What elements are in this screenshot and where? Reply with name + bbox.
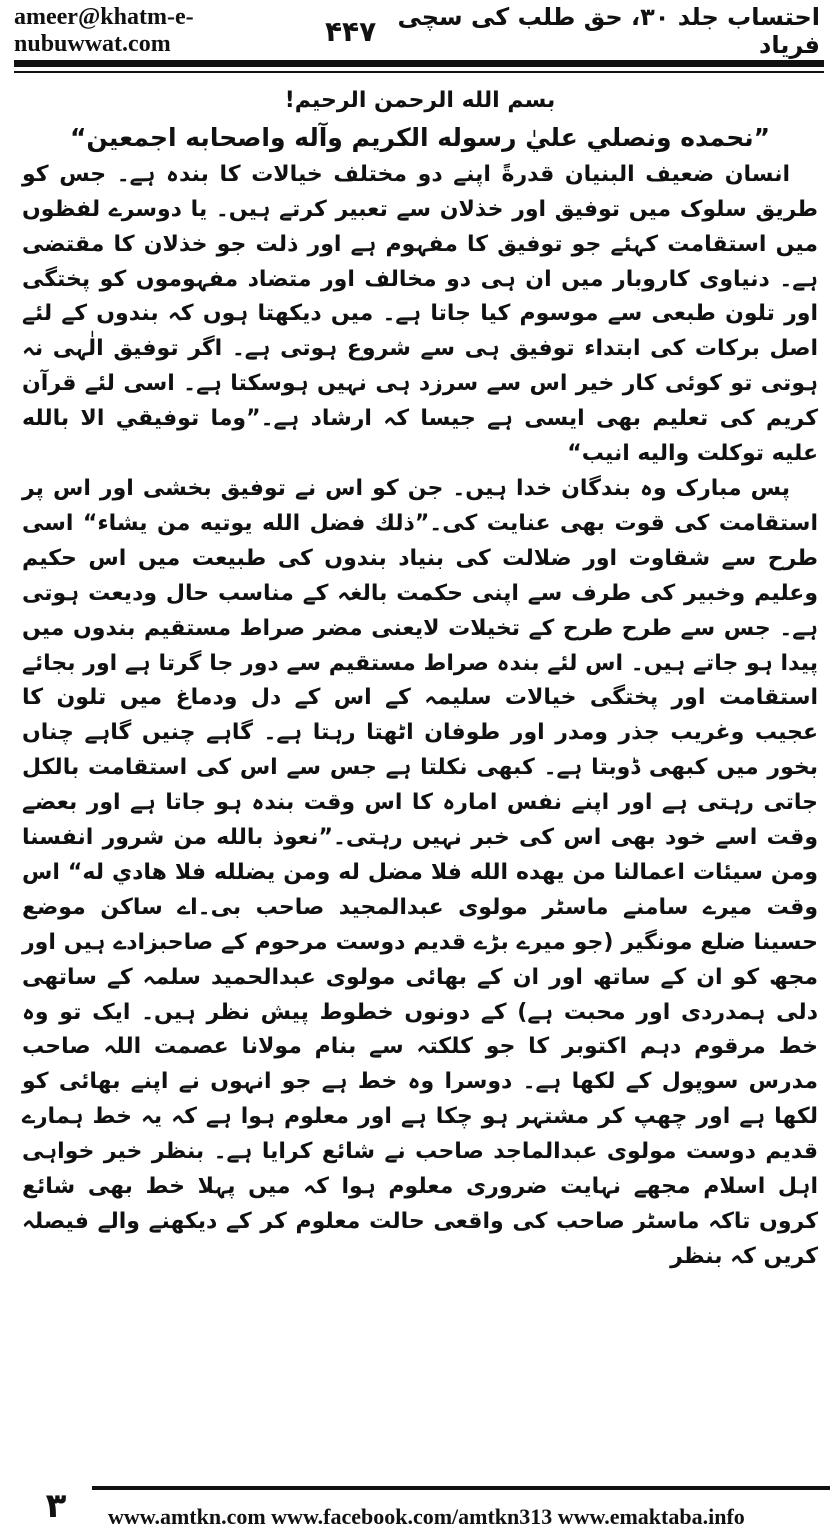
footer-page-number: ۳ <box>45 1486 67 1526</box>
paragraph-3-continuation: اس وقت میرے سامنے ماسٹر مولوی عبدالمجید صاحب بی۔اے ساکن موضع حسینا ضلع مونگیر (جو میرے بڑے قدیم دوست مرحوم کے صاحبزادے ہیں اور مجھ کو ان کے ساتھ اور ان کے بھائی مولوی عبدالحمید سلمہ کے ساتھی دلی ہمدردی اور محبت ہے) کے دونوں خطوط پیش نظر ہیں۔ ایک تو وہ خط مرقوم دہم اکتوبر کا جو کلکتہ سے بنام مولانا عصمت اللہ صاحب مدرس سوپول کے لکھا ہے۔ دوسرا وہ خط ہے جو انہوں نے اپنے بھائی کو لکھا ہے اور چھپ کر مشتہر ہو چکا ہے اور معلوم ہوا ہے کہ یہ خط ہمارے قدیم دوست مولوی عبدالماجد صاحب نے شائع کرایا ہے۔ بنظر خیر خواہی اہل اسلام مجھے نہایت ضروری معلوم ہوا کہ میں پہلا خط بھی شائع کروں تاکہ ماسٹر صاحب کی واقعی حالت معلوم کر کے دیکھنے والے فیصلہ کریں کہ بنظر <box>22 859 818 1269</box>
paragraph-2-continuation: اسی طرح سے شقاوت اور ضلالت کی بنیاد بندوں کی طبیعت میں اس حکیم وعلیم وخبیر کی طرف سے اپنی حکمت بالغہ کے مناسب حال ودیعت ہوتی ہے۔ جس سے طرح طرح کے تخیلات لایعنی مضر صراط مستقیم بندوں میں پیدا ہو جاتے ہیں۔ اس لئے بندہ صراط مستقیم سے دور جا گرتا ہے اور بجائے استقامت اور پختگی خیالات سلیمہ کے اس کے دل ودماغ میں تلون کا عجیب وغریب جذر ومدر اور طوفان اٹھتا رہتا ہے۔ گاہے چنیں گاہے چناں بخور میں کبھی ڈوبتا ہے۔ کبھی نکلتا ہے جس سے اس کی استقامت بالکل جاتی رہتی ہے اور اپنے نفس امارہ کا اس وقت بندہ ہو جاتا ہے اور بعضے وقت اسے خود بھی اس کی خبر نہیں رہتی۔ <box>22 510 818 851</box>
header-rule-thick <box>14 60 824 67</box>
header-email[interactable]: ameer@khatm-e-nubuwwat.com <box>14 4 194 57</box>
header-rule-thin <box>14 71 824 73</box>
footer-urls[interactable]: www.amtkn.com www.facebook.com/amtkn313 www.emaktaba.info <box>108 1504 745 1529</box>
paragraph-2-text: پس مبارک وہ بندگان خدا ہیں۔ جن کو اس نے توفیق بخشی اور اس پر استقامت کی قوت بھی عنایت کی۔ <box>22 475 818 536</box>
page-footer <box>0 1480 840 1540</box>
page-header <box>14 3 820 59</box>
paragraph-2-quote: ”ذلك فضل الله يوتيه من يشاء“ <box>82 510 430 536</box>
arabic-heading: ”نحمده ونصلي عليٰ رسوله الكريم وآله واصحابه اجمعين“ <box>69 122 771 152</box>
paragraph-1-quote: ”وما توفيقي الا بالله عليه توكلت واليه انيب“ <box>22 406 818 467</box>
paragraph-1-text: انسان ضعیف البنیان قدرةً اپنے دو مختلف خیالات کا بندہ ہے۔ جس کو طریق سلوک میں توفیق اور خذلان سے تعبیر کرتے ہیں۔ یا دوسرے لفظوں میں استقامت کہئے جو توفیق کا مفہوم ہے اور ذلت جو خذلان کا مقتضی ہے۔ دنیاوی کاروبار میں ان ہی دو مخالف اور متضاد مفہوموں کو پختگی اور تلون طبعی سے موسوم کیا جاتا ہے۔ میں دیکھتا ہوں کہ بندوں کے لئے اصل برکات کی ابتداء توفیق ہی سے شروع ہوتی ہے۔ اگر توفیق الٰہی نہ ہوتی تو کوئی کار خیر اس سے سرزد ہی نہیں ہوسکتا ہے۔ اسی لئے قرآن کریم کی تعلیم بھی ایسی ہے جیسا کہ ارشاد ہے۔ <box>22 161 818 432</box>
paragraph-2 <box>22 472 818 1275</box>
header-running-title: احتساب جلد ۳۰، حق طلب کی سچی فریاد <box>397 3 820 59</box>
page-body <box>22 84 818 1275</box>
paragraph-1 <box>22 158 818 472</box>
footer-rule <box>92 1486 830 1490</box>
header-left <box>14 4 376 58</box>
header-page-number: ۴۴۷ <box>324 14 377 48</box>
bismillah: بسم الله الرحمن الرحيم! <box>284 88 556 113</box>
paragraph-3-quote: ”نعوذ بالله من شرور انفسنا ومن سيئات اعمالنا من يهده الله فلا مضل له ومن يضلله فلا هادي له“ <box>22 825 818 885</box>
